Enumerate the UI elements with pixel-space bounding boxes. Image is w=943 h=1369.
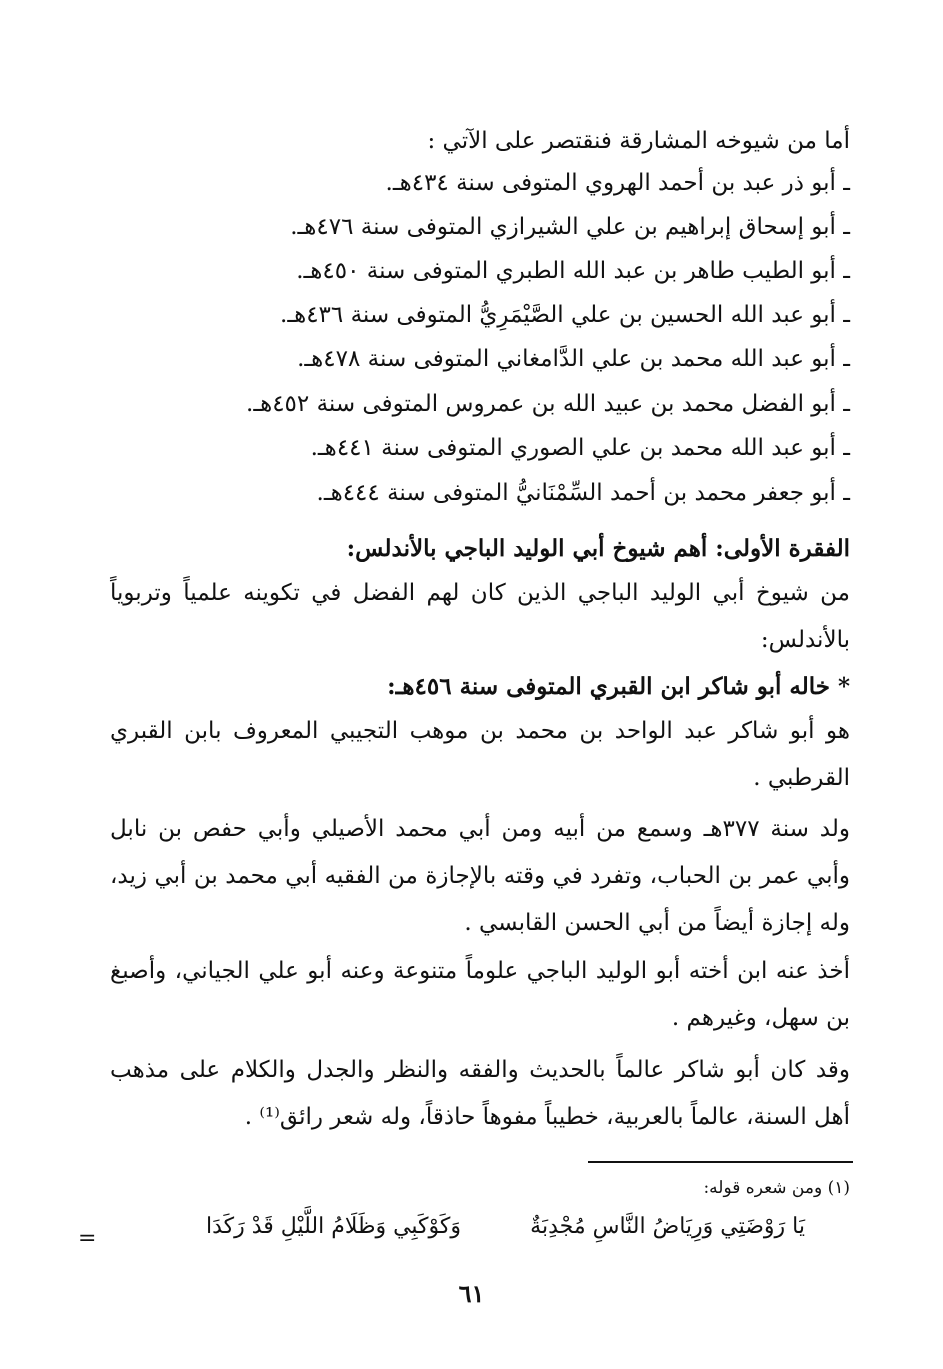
page-number: ٦١	[458, 1279, 485, 1308]
body-paragraph: وقد كان أبو شاكر عالماً بالحديث والفقه والنظر والجدل والكلام على مذهب أهل السنة، عالماً بالعربية، خطيباً مفوهاً حاذقاً، وله شعر رائق⁽¹⁾ .	[110, 1057, 850, 1130]
teacher-list-item: ـ أبو إسحاق إبراهيم بن علي الشيرازي المتوفى سنة ٤٧٦هـ.	[290, 214, 850, 240]
continuation-mark: =	[78, 1226, 97, 1251]
section-intro-paragraph: من شيوخ أبي الوليد الباجي الذين كان لهم الفضل في تكوينه علمياً وتربوياً بالأندلس:	[110, 580, 850, 653]
teacher-list-item: ـ أبو الفضل محمد بن عبيد الله بن عمروس المتوفى سنة ٤٥٢هـ.	[246, 391, 850, 417]
teacher-list-item: ـ أبو ذر عبد بن أحمد الهروي المتوفى سنة ٤٣٤هـ.	[385, 170, 850, 196]
teacher-list-item: ـ أبو عبد الله محمد بن علي الدَّامغاني المتوفى سنة ٤٧٨هـ.	[297, 346, 850, 372]
body-paragraph: أخذ عنه ابن أخته أبو الوليد الباجي علوماً متنوعة وعنه أبو علي الجياني، وأصبغ بن سهل، وغيرهم .	[110, 958, 850, 1031]
footnote-label: (١) ومن شعره قوله:	[703, 1178, 850, 1198]
teacher-list-item: ـ أبو عبد الله محمد بن علي الصوري المتوفى سنة ٤٤١هـ.	[310, 435, 850, 461]
teacher-list-item: ـ أبو الطيب طاهر بن عبد الله الطبري المتوفى سنة ٤٥٠هـ.	[296, 258, 850, 284]
body-paragraph: ولد سنة ٣٧٧هـ وسمع من أبيه ومن أبي محمد الأصيلي وأبي حفص بن نابل وأبي عمر بن الحباب، وتفرد في وقته بالإجازة من الفقيه أبي محمد بن أبي زيد، وله إجازة أيضاً من أبي الحسن القابسي .	[110, 816, 850, 936]
footnote-separator	[588, 1161, 853, 1163]
footnote-verse-first: يَا رَوْضَتِي وَرِيَاضُ النَّاسِ مُجْدِبَةٌ	[530, 1214, 805, 1239]
section-heading: الفقرة الأولى: أهم شيوخ أبي الوليد الباجي بالأندلس:	[346, 535, 850, 562]
teacher-list-item: ـ أبو عبد الله الحسين بن علي الصَّيْمَرِيُّ المتوفى سنة ٤٣٦هـ.	[280, 302, 850, 328]
teacher-list-item: ـ أبو جعفر محمد بن أحمد السِّمْنَانيُّ المتوفى سنة ٤٤٤هـ.	[316, 480, 850, 506]
subheading: * خاله أبو شاكر ابن القبري المتوفى سنة ٤٥٦هـ:	[387, 673, 850, 700]
footnote-verse-second: وَكَوْكَبِي وَظَلَامُ اللَّيْلِ قَدْ رَكَدَا	[206, 1214, 461, 1239]
intro-line: أما من شيوخه المشارقة فنقتصر على الآتي :	[427, 128, 850, 154]
body-paragraph: هو أبو شاكر عبد الواحد بن محمد بن موهب التجيبي المعروف بابن القبري القرطبي .	[110, 718, 850, 791]
